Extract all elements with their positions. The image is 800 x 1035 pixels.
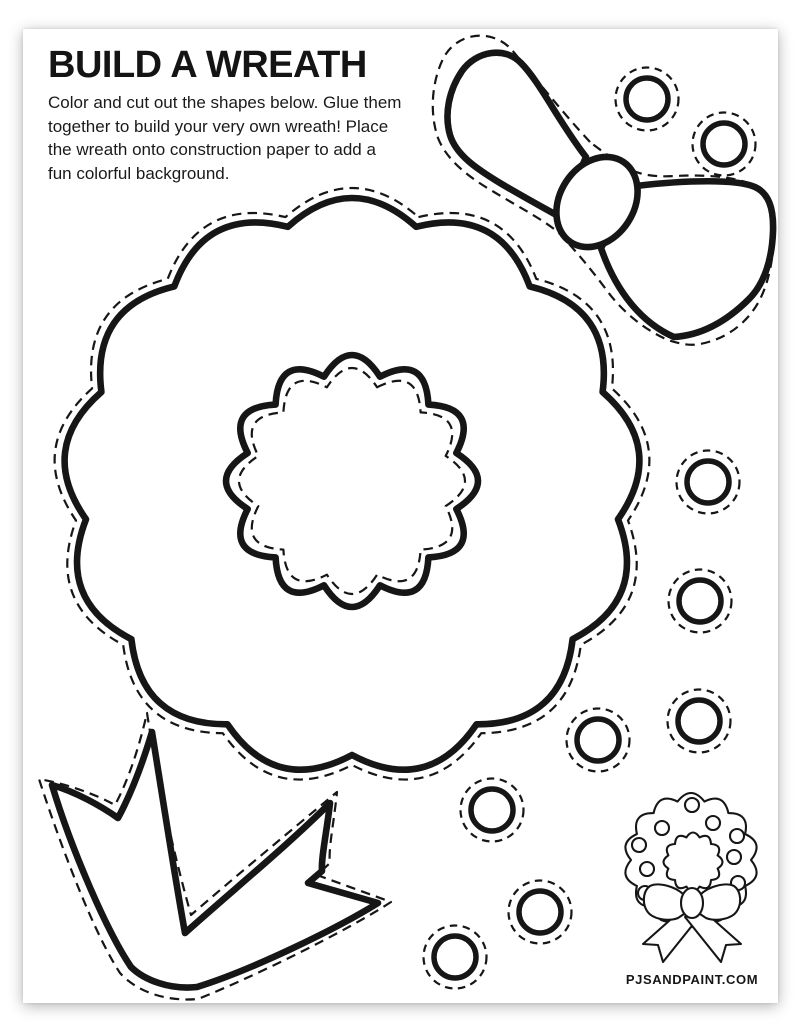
brand-logo-wreath — [625, 793, 756, 962]
berry-outline — [577, 719, 619, 761]
berry-outline — [679, 580, 721, 622]
berry-outline — [471, 789, 513, 831]
craft-shapes-svg — [23, 29, 778, 1003]
logo-berry — [685, 798, 699, 812]
logo-berry — [706, 816, 720, 830]
instructions-line: together to build your very own wreath! Place — [48, 116, 389, 136]
brand-footer: PJSANDPAINT.COM — [625, 972, 759, 987]
printable-page — [23, 29, 778, 1003]
logo-berry — [730, 829, 744, 843]
berry-outline — [678, 700, 720, 742]
instructions-line: the wreath onto construction paper to add a — [48, 140, 376, 160]
berry-outline — [687, 461, 729, 503]
instructions-line: fun colorful background. — [48, 164, 230, 184]
berry-outline — [434, 936, 476, 978]
logo-berry — [655, 821, 669, 835]
berry-outline — [703, 123, 745, 165]
wreath-base-shape — [55, 188, 650, 780]
instructions-line: Color and cut out the shapes below. Glue them — [48, 93, 402, 112]
berry-outline — [519, 891, 561, 933]
logo-berry — [640, 862, 654, 876]
logo-berry — [727, 850, 741, 864]
berry-outline — [626, 78, 668, 120]
page-title: BUILD A WREATH — [48, 44, 367, 86]
logo-bow-knot — [681, 888, 703, 918]
logo-berry — [632, 838, 646, 852]
holly-leaf-outline — [52, 732, 378, 988]
